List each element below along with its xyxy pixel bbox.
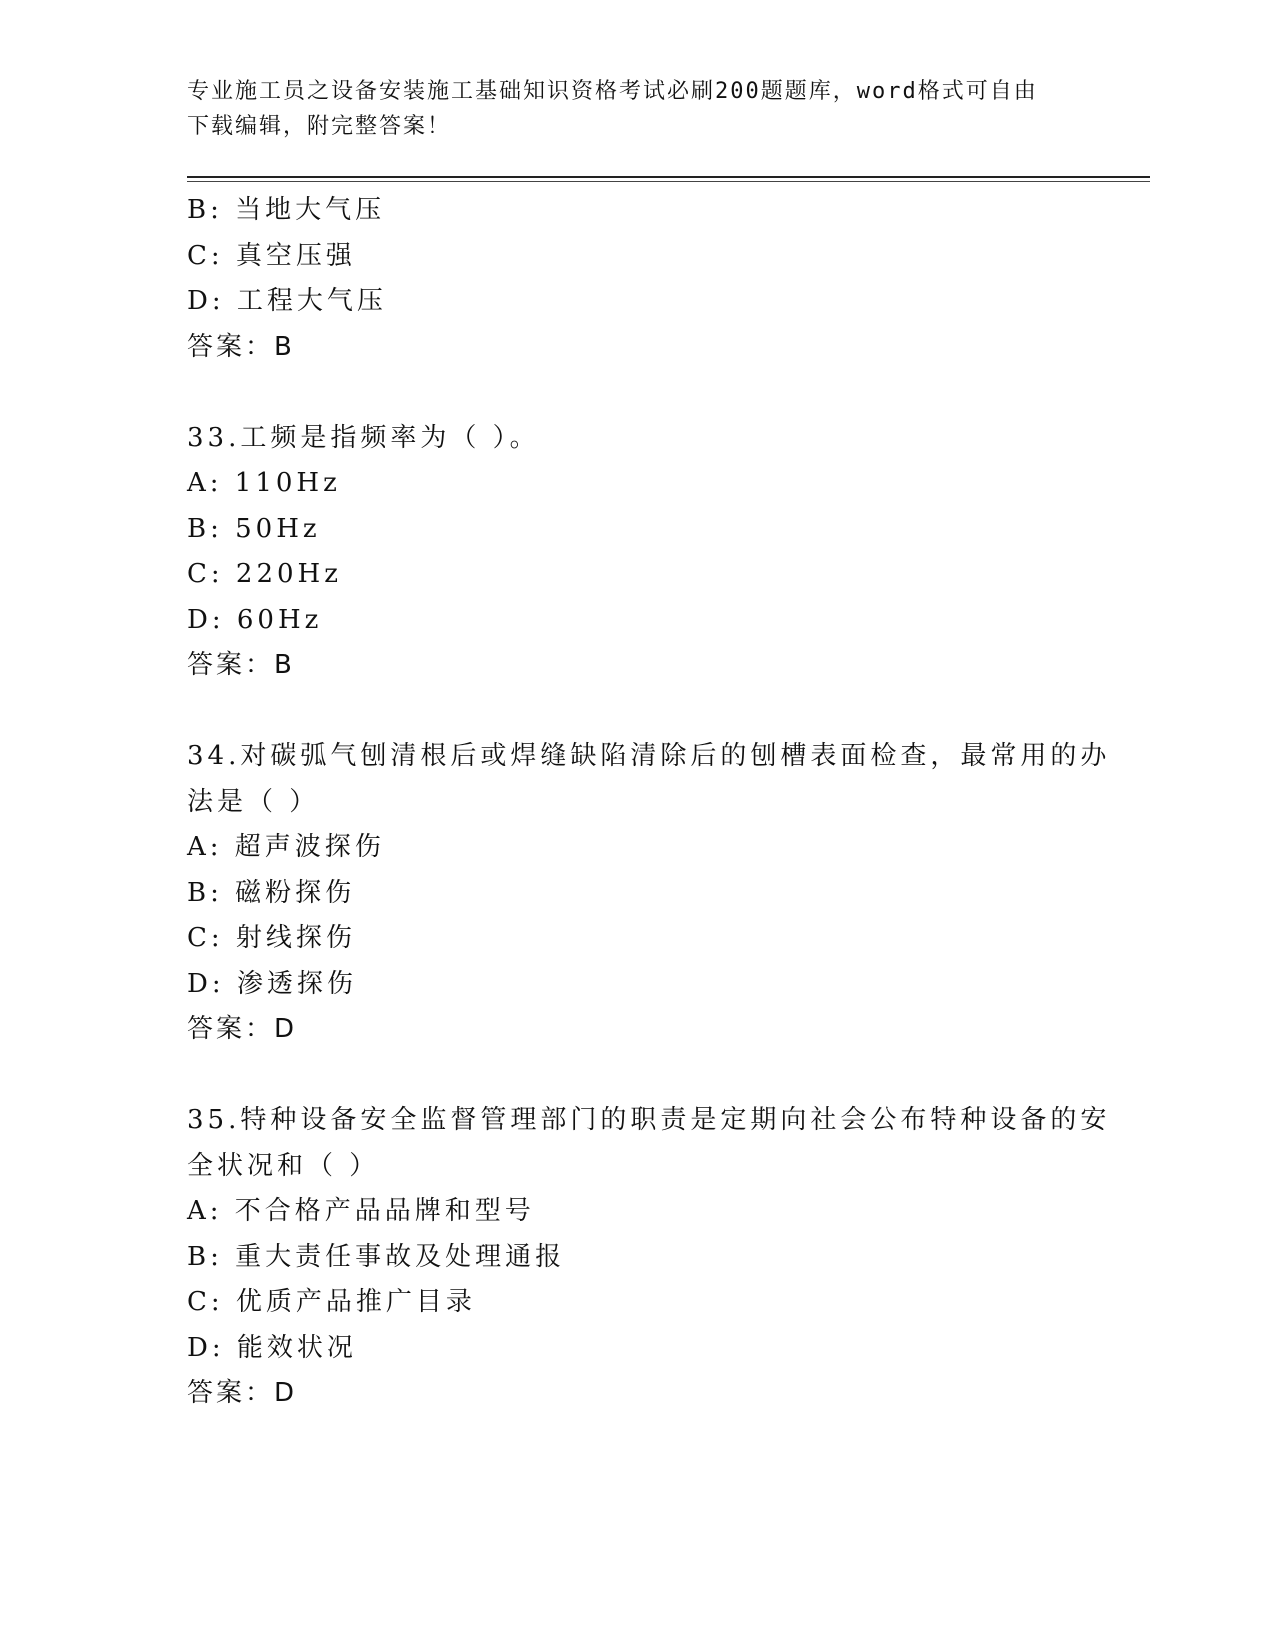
option-a: A: 不合格产品品牌和型号 <box>187 1196 535 1226</box>
header-divider-thick <box>187 176 1150 178</box>
option-d: D: 工程大气压 <box>187 286 387 316</box>
header-divider-thin <box>187 181 1150 182</box>
question-stem: 33.工频是指频率为（ ）。 <box>187 422 540 453</box>
header-line-2: 下载编辑，附完整答案！ <box>187 114 452 139</box>
spacer <box>187 370 1067 416</box>
question-33 <box>187 416 1067 689</box>
option-b: B: 磁粉探伤 <box>187 877 356 908</box>
option-c: C: 射线探伤 <box>187 923 356 953</box>
document-header <box>187 74 1067 144</box>
question-stem-line-1: 34.对碳弧气刨清根后或焊缝缺陷清除后的刨槽表面检查，最常用的办 <box>187 741 1111 771</box>
spacer <box>187 1053 1067 1099</box>
question-stem-line-2: 全状况和（ ） <box>187 1150 380 1181</box>
answer: 答案：D <box>187 1014 298 1044</box>
question-list <box>187 188 1111 1417</box>
option-b: B: 重大责任事故及处理通报 <box>187 1241 566 1272</box>
option-a: A: 超声波探伤 <box>187 832 385 862</box>
question-35 <box>187 1098 1111 1417</box>
question-32-tail <box>187 188 1067 370</box>
header-line-1: 专业施工员之设备安装施工基础知识资格考试必刷200题题库，word格式可自由 <box>187 79 1038 104</box>
option-b: B: 50Hz <box>187 513 321 544</box>
answer: 答案：B <box>187 650 295 680</box>
answer: 答案：B <box>187 331 295 362</box>
option-c: C: 优质产品推广目录 <box>187 1287 476 1317</box>
question-stem-line-2: 法是（ ） <box>187 786 320 817</box>
option-c: C: 真空压强 <box>187 240 356 271</box>
question-34 <box>187 734 1111 1053</box>
option-a: A: 110Hz <box>187 468 341 498</box>
option-b: B: 当地大气压 <box>187 195 386 225</box>
option-c: C: 220Hz <box>187 559 342 589</box>
option-d: D: 60Hz <box>187 604 323 635</box>
spacer <box>187 689 1067 735</box>
answer: 答案：D <box>187 1378 298 1408</box>
option-d: D: 能效状况 <box>187 1332 357 1363</box>
option-d: D: 渗透探伤 <box>187 968 357 999</box>
question-stem-line-1: 35.特种设备安全监督管理部门的职责是定期向社会公布特种设备的安 <box>187 1105 1111 1135</box>
